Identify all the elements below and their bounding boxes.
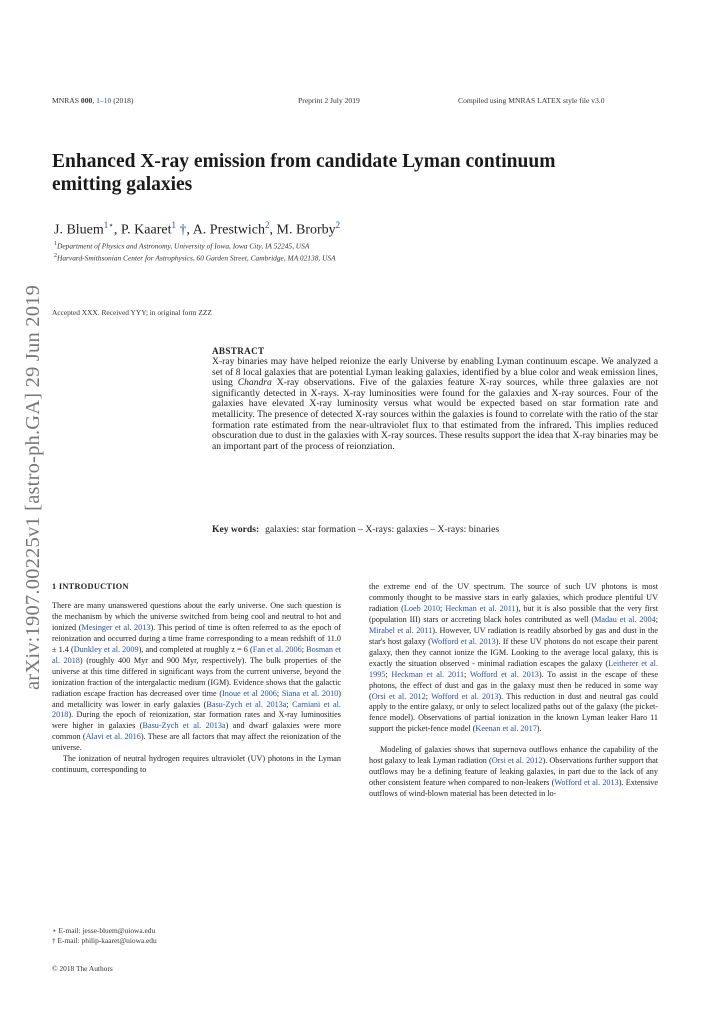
citation-link[interactable]: Mirabel et al. 2011: [369, 625, 433, 635]
intro-paragraph-4: [369, 745, 658, 800]
author-4-affil[interactable]: 2: [335, 220, 341, 230]
column-right: [369, 582, 658, 800]
paragraph-text: ;: [385, 669, 392, 679]
citation-link[interactable]: Wofford et al. 2013: [469, 669, 539, 679]
paragraph-text: ).: [536, 724, 542, 734]
citation-link[interactable]: Dunkley et al. 2009: [73, 644, 139, 654]
preprint-date: Preprint 2 July 2019: [298, 96, 360, 105]
paragraph-text: Modeling of galaxies shows that supernova outflows enhance the capability of the host galaxy to leak Lyman radiation (: [369, 745, 658, 766]
dagger-footnote-link[interactable]: †: [175, 222, 187, 238]
paper-title: Enhanced X-ray emission from candidate Lyman continuum emitting galaxies: [52, 151, 556, 195]
paragraph-text: ). However, UV radiation is readily absorbed by gas and dust in the star's host galaxy (: [369, 625, 659, 646]
affiliation-1: $^1$Department of Physics and Astronomy, University of Iowa, Iowa City, IA 52245, USA: [54, 241, 310, 251]
citation-link[interactable]: Wofford et al. 2013: [430, 636, 496, 646]
intro-paragraph-3: [369, 582, 658, 735]
citation-link[interactable]: Carniani et al. 2018: [52, 699, 341, 720]
abstract-text: X-ray binaries may have helped reionize the early Universe by enabling Lyman continuum escape. We analyzed a set of 8 local galaxies that are potential Lyman leaking galaxies, identified by a blue color and weak emission lines, using Chandra X-ray observations. Five of the galaxies feature X-ray sources, while three galaxies are not significantly detected in X-rays. X-ray luminosities were found for the galaxies and X-ray sources. Four of the galaxies have elevated X-ray luminosity versus what would be expected based on star formation rate and metallicity. The presence of detected X-ray sources within the galaxies is found to correlate with the ratio of the star formation rate estimated from the near-ultraviolet flux to that estimated from the infrared. This implies reduced obscuration due to dust in the galaxies with X-ray sources. These results support the idea that X-ray binaries may be an important part of the process of reionziation.: [212, 356, 658, 452]
paragraph-text: ;: [464, 669, 470, 679]
paragraph-text: There are many unanswered questions about the early universe. One such question is the mechanism by which the universe switched from being cool and neutral to hot and ionized (: [52, 600, 341, 632]
paragraph-text: ;: [276, 688, 282, 698]
author-1-marks[interactable]: 1⋆: [103, 220, 114, 230]
footnote-email-2: † E-mail: philip-kaaret@uiowa.edu: [52, 936, 157, 945]
author-3-affil[interactable]: 2: [265, 220, 270, 230]
citation-link[interactable]: Heckman et al. 2011: [391, 669, 465, 679]
paragraph-text: ). To assist in the escape of these photons, the effect of dust and gas in the galaxy must then be reduced in some way (: [369, 669, 658, 701]
citation-link[interactable]: Wofford et al. 2013: [554, 778, 619, 788]
intro-paragraph-1: [52, 601, 341, 754]
keywords-text: galaxies: star formation – X-rays: galaxies – X-rays: binaries: [265, 524, 500, 535]
citation-link[interactable]: Loeb 2010: [403, 603, 441, 613]
citation-link[interactable]: Heckman et al. 2011: [445, 603, 516, 613]
paragraph-text: ). Observations further support that outflows may be a defining feature of leaking galaxies, in part due to the lack of any other consistent feature when compared to non-leakers (: [369, 756, 659, 788]
intro-paragraph-2: [52, 754, 341, 776]
citation-link[interactable]: Wofford et al. 2013: [431, 691, 499, 701]
abstract-block: [212, 346, 658, 452]
citation-link[interactable]: Bosman et al. 2018: [52, 644, 341, 665]
citation-link[interactable]: Madau et al. 2004: [594, 614, 656, 624]
citation-link[interactable]: Keenan et al. 2017: [475, 724, 537, 734]
footnote-email-1: ⋆ E-mail: jesse-bluem@uiowa.edu: [52, 926, 156, 935]
paragraph-text: ). Extensive outflows of wind-blown material has been detected in lo-: [369, 778, 659, 799]
author-2-affil[interactable]: 1: [171, 220, 176, 230]
citation-link[interactable]: Inoue et al 2006: [222, 688, 277, 698]
citation-link[interactable]: Fan et al. 2006: [252, 644, 302, 654]
citation-link[interactable]: Orsi et al. 2012: [491, 756, 543, 766]
paragraph-text: ;: [440, 603, 446, 613]
paragraph-text: ). This reduction in dust and neutral gas could apply to the entire galaxy, or only to select localized paths out of the galaxy (the picket-fence model). Observations of partial ionization in the known Lyman leaker Haro 11 support the picket-fence model (: [369, 691, 658, 734]
compiled-note: Compiled using MNRAS LATEX style file v3.0: [458, 96, 605, 105]
running-header-journal: MNRAS 000, 1–10 (2018): [52, 96, 134, 105]
citation-link[interactable]: Alavi et al. 2016: [85, 732, 141, 742]
keywords: [212, 524, 658, 535]
citation-link[interactable]: Basu-Zych et al. 2013a: [142, 721, 226, 731]
paragraph-text: ). These are all factors that may affect the reionization of the universe.: [52, 732, 341, 753]
affiliation-2: $^2$Harvard-Smithsonian Center for Astrophysics, 60 Garden Street, Cambridge, MA 02138, USA: [54, 253, 336, 263]
arxiv-stamp: arXiv:1907.00225v1 [astro-ph.GA] 29 Jun 2019: [22, 284, 44, 690]
citation-link[interactable]: Siana et al. 2010: [281, 688, 339, 698]
column-left: [52, 582, 341, 776]
footnotes: [52, 926, 157, 946]
paragraph-text: ). If these UV photons do not escape their parent galaxy, then they cannot ionize the IGM. Looking to the average local galaxy, this is exactly the situation observed - minimal radiation escapes the galaxy (: [369, 636, 658, 668]
accepted-line: Accepted XXX. Received YYY; in original form ZZZ: [52, 308, 212, 317]
paragraph-text: The ionization of neutral hydrogen requires ultraviolet (UV) photons in the Lyman continuum, corresponding to: [52, 754, 341, 775]
paragraph-text: the extreme end of the UV spectrum. The source of such UV photons is most commonly thought to be massive stars in early galaxies, which produce plentiful UV radiation (: [369, 582, 658, 613]
citation-link[interactable]: Basu-Zych et al. 2013a: [206, 699, 287, 709]
paragraph-text: ;: [301, 644, 307, 654]
paragraph-text: ), but it is also possible that the very first (population III) stars or accreting black holes contributed as well (: [369, 603, 658, 624]
citation-link[interactable]: Mesinger et al. 2013: [81, 622, 151, 632]
citation-link[interactable]: Orsi et al. 2012: [371, 691, 426, 701]
page-range-link[interactable]: 1–10: [96, 96, 112, 105]
paragraph-text: ;: [425, 691, 432, 701]
paragraph-text: ) and dwarf galaxies were more common (: [52, 721, 341, 742]
author-list: J. Bluem$^{1⋆}$, P. Kaaret$^1$ †, A. Prestwich$^2$, M. Brorby$^2$: [54, 220, 341, 238]
paragraph-text: ;: [655, 614, 658, 624]
paragraph-text: ). This period of time is often referred to as the epoch of reionization and occurred during a time frame corresponding to a mean redshift of 11.0 ± 1.4 (: [52, 622, 341, 654]
keywords-label: Key words:: [212, 524, 260, 535]
paragraph-text: ) (roughly 400 Myr and 900 Myr, respectively). The bulk properties of the universe at this time differed in significant ways from the current universe, beyond the ionization fraction of the intergalactic medium (IGM). Evidence shows that the galactic radiation escape fraction has decreased over time (: [52, 655, 341, 698]
paragraph-text: ). During the epoch of reionization, star formation rates and X-ray luminosities were higher in galaxies (: [52, 710, 341, 731]
abstract-heading: ABSTRACT: [212, 346, 265, 356]
paragraph-text: ) and metallicity was lower in early galaxies (: [52, 688, 342, 709]
paragraph-text: ;: [286, 699, 293, 709]
section-heading-introduction: 1 INTRODUCTION: [52, 582, 129, 591]
copyright: © 2018 The Authors: [52, 964, 113, 973]
paragraph-text: ), and completed at roughly z = 6 (: [138, 644, 253, 654]
citation-link[interactable]: Leitherer et al. 1995: [369, 658, 658, 679]
